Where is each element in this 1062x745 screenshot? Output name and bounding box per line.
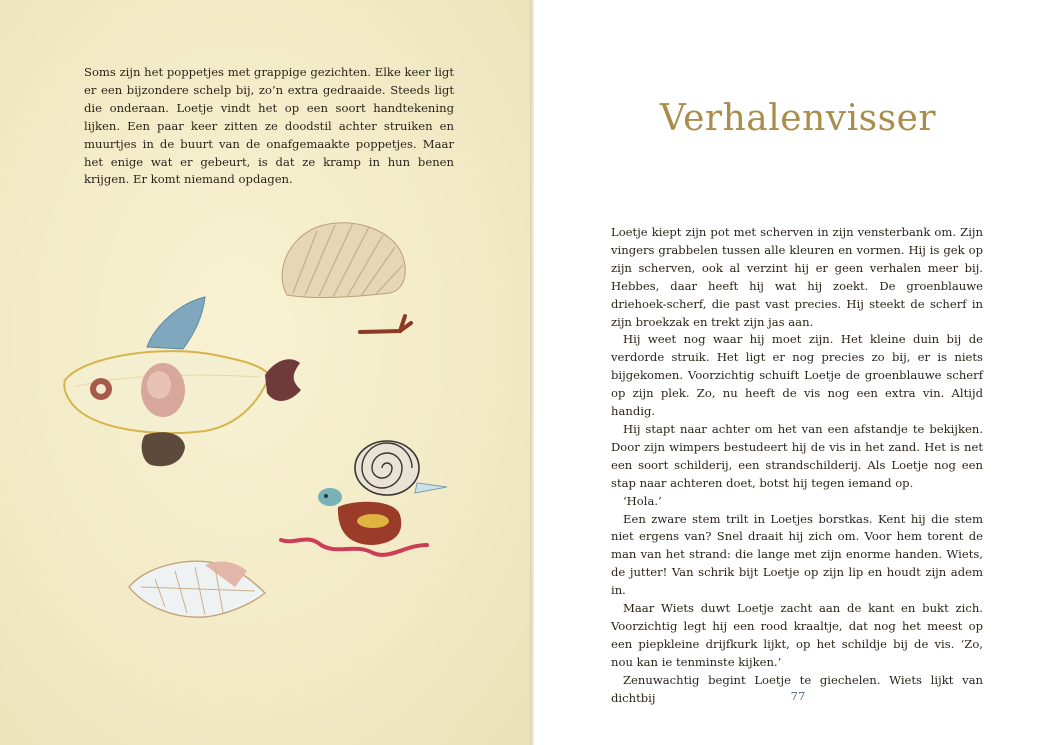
chapter-title: Verhalenvisser <box>659 98 937 139</box>
teal-pebble <box>318 488 342 506</box>
paragraph: Zenuwachtig begint Loetje te giechelen. Wiets lijkt van dichtbij <box>611 672 983 705</box>
beach-collage-illustration <box>55 215 475 625</box>
left-paragraph: Soms zijn het poppetjes met grappige gezichten. Elke keer ligt er een bijzondere schelp bij, zo’n extra gedraaide. Steeds ligt die onderaan. Loetje vindt het op een soort handtekening lijken. Een paar keer zitten ze doodstil achter struiken en muurtjes in de buurt van de onafgemaakte poppetjes. Maar het enige wat er gebeurt, is dat ze kramp in hun benen krijgen. Er komt niemand opdagen. <box>84 65 454 187</box>
conch-shell <box>129 561 265 617</box>
left-page-text <box>84 64 454 189</box>
paragraph: Maar Wiets duwt Loetje zacht aan de kant en bukt zich. Voorzichtig legt hij een rood kraaltje, dat nog het meest op een piepkleine drijfkurk lijkt, op het schildje bij de vis. ‘Zo, nou kan ie tenminste kijken.’ <box>611 601 983 669</box>
right-page <box>534 0 1062 745</box>
page-number: 77 <box>790 689 806 703</box>
paragraph: Hij weet nog waar hij moet zijn. Het kleine duin bij de verdorde struik. Het ligt er nog precies zo bij, er is niets bijgekomen. Voorzichtig schuift Loetje de groenblauwe scherf op zijn plek. Zo, nu heeft de vis nog een extra vin. Altijd handig. <box>611 332 983 419</box>
pink-rope <box>281 539 427 554</box>
scallop-shell <box>282 223 405 298</box>
blue-fin <box>147 297 205 349</box>
red-twig <box>360 316 411 332</box>
snail-shell <box>355 441 447 495</box>
paragraph: Loetje kiept zijn pot met scherven in zijn vensterbank om. Zijn vingers grabbelen tussen alle kleuren en vormen. Hij is gek op zijn scherven, ook al verzint hij er geen verhalen meer bij. Hebbes, daar heeft hij wat hij zoekt. De groenblauwe driehoek-scherf, die past vast precies. Hij steekt de scherf in zijn broekzak en trekt zijn jas aan. <box>611 225 983 329</box>
paragraph: ‘Hola.’ <box>623 493 662 508</box>
dark-stone <box>142 432 185 466</box>
fish-tail <box>265 359 301 401</box>
paragraph: Hij stapt naar achter om het van een afstandje te bekijken. Door zijn wimpers bestudeert hij de vis in het zand. Het is net een soort schilderij, een strandschilderij. Als Loetje nog een stap naar achteren doet, botst hij tegen iemand op. <box>611 421 983 490</box>
paragraph: Een zware stem trilt in Loetjes borstkas. Kent hij die stem niet ergens van? Snel draait hij zich om. Voor hem torent de man van het strand: die lange met zijn enorme handen. Wiets, de jutter! Van schrik bijt Loetje op zijn lip en houdt zijn adem in. <box>611 511 983 598</box>
right-page-text <box>611 224 983 707</box>
